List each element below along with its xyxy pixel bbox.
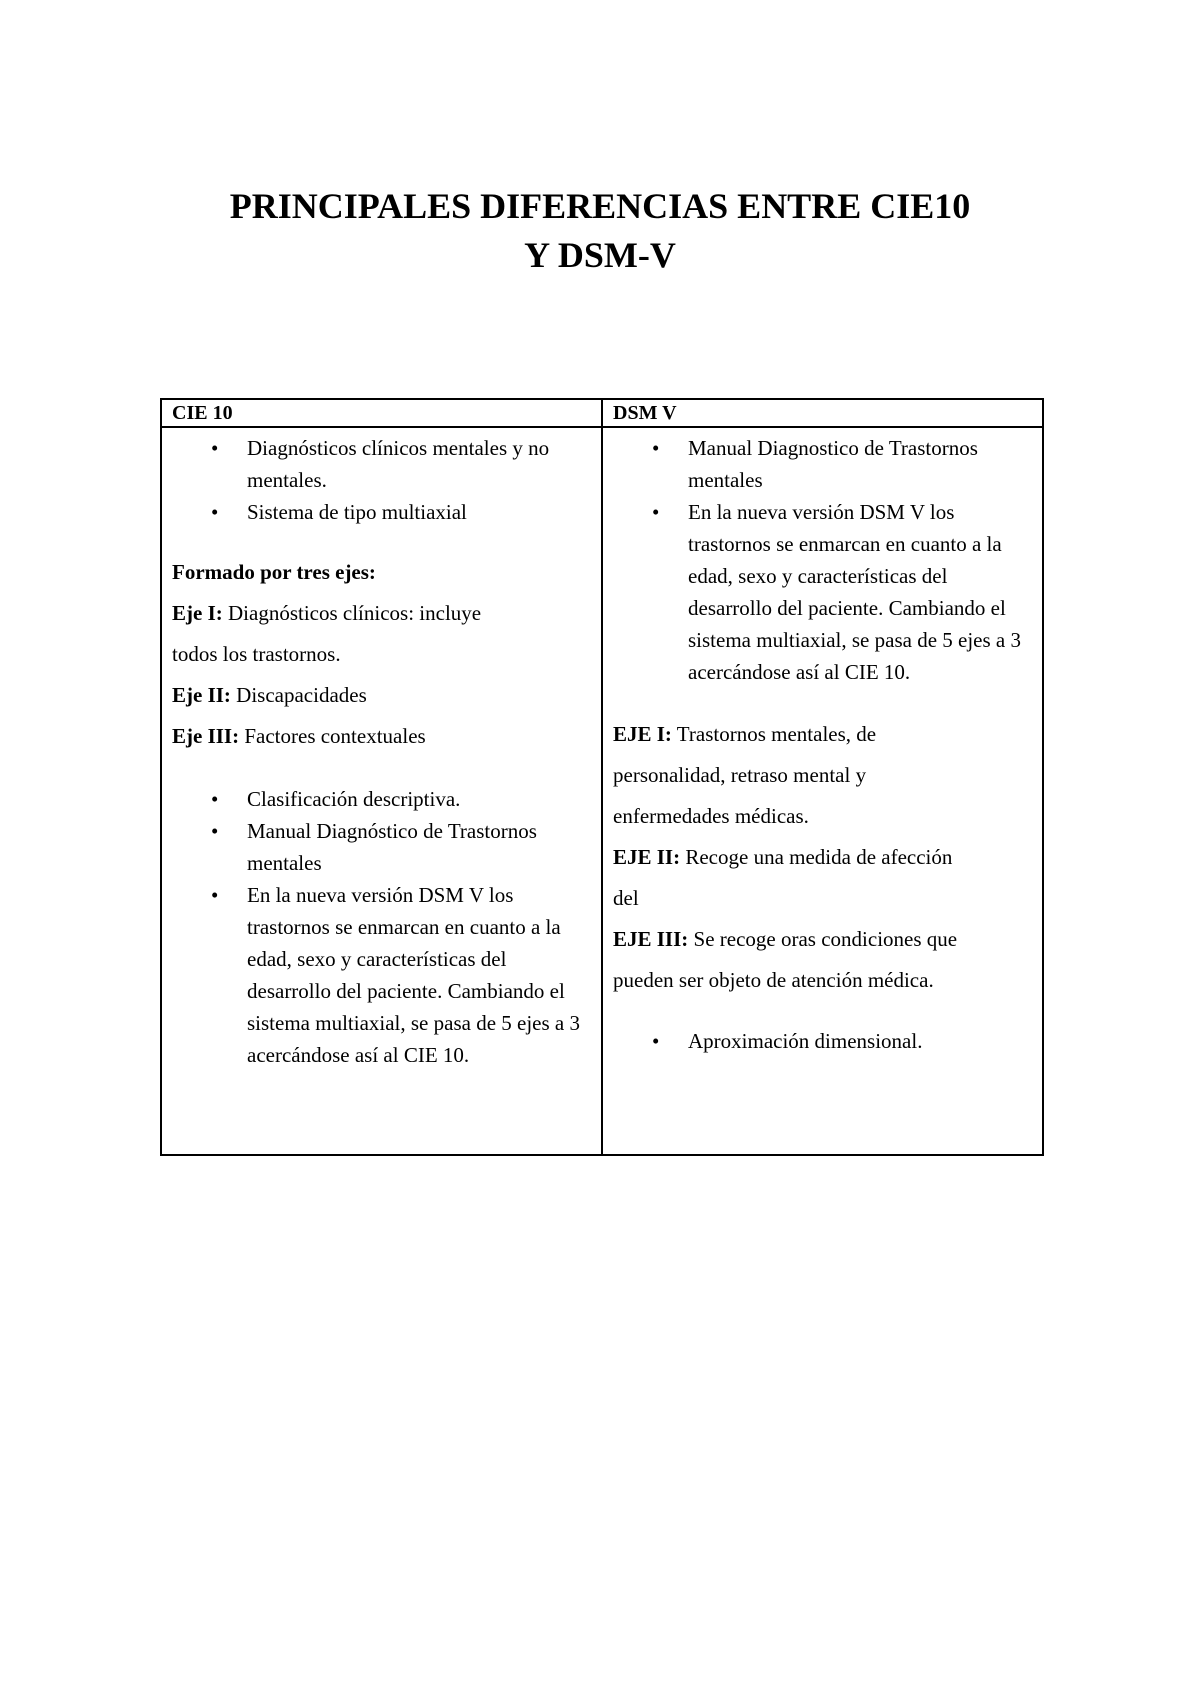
axis-text: pueden ser objeto de atención médica. [613, 968, 934, 992]
list-item: • Clasificación descriptiva. [172, 783, 591, 815]
axes-heading: Formado por tres ejes: [172, 560, 376, 584]
comparison-table [160, 398, 1044, 1156]
axis-label: EJE III: [613, 927, 689, 951]
dsm5-top-list [613, 432, 1032, 688]
axis-text: todos los trastornos. [172, 642, 341, 666]
list-item: • Aproximación dimensional. [613, 1025, 1032, 1057]
axis-line [613, 796, 1032, 837]
cell-dsm5 [602, 427, 1043, 1155]
cie10-top-list [172, 432, 591, 528]
axis-line [172, 593, 591, 634]
axis-text: personalidad, retraso mental y [613, 763, 867, 787]
table-body-row [161, 427, 1043, 1155]
axis-line [613, 878, 1032, 919]
axis-line [613, 714, 1032, 755]
axis-text: Trastornos mentales, de [671, 722, 877, 746]
axis-text: Factores contextuales [239, 724, 426, 748]
axis-label: EJE II: [613, 845, 681, 869]
axis-line [172, 716, 591, 757]
axis-text: Recoge una medida de afección [680, 845, 953, 869]
axis-text: Discapacidades [230, 683, 367, 707]
list-item: • Manual Diagnostico de Trastornos mentales [613, 432, 1032, 496]
list-item: • Diagnósticos clínicos mentales y no mentales. [172, 432, 591, 496]
page-title [160, 182, 1040, 280]
axis-text: Se recoge oras condiciones que [688, 927, 958, 951]
axis-line [613, 755, 1032, 796]
axis-label: Eje III: [172, 724, 240, 748]
header-cie10: CIE 10 [161, 399, 602, 427]
axis-line [613, 837, 1032, 878]
axis-text: del [613, 886, 639, 910]
axis-label: EJE I: [613, 722, 672, 746]
axis-line [172, 634, 591, 675]
list-item: • Sistema de tipo multiaxial [172, 496, 591, 528]
axis-line [613, 919, 1032, 960]
axis-line [613, 960, 1032, 1001]
cie10-bottom-list [172, 783, 591, 1071]
table-header-row [161, 399, 1043, 427]
axis-text: Diagnósticos clínicos: incluye [222, 601, 482, 625]
list-item: • En la nueva versión DSM V los trastornos se enmarcan en cuanto a la edad, sexo y características del desarrollo del paciente. Cambiando el sistema multiaxial, se pasa de 5 ejes a 3 acercándose así al CIE 10. [172, 879, 591, 1071]
list-item: • En la nueva versión DSM V los trastornos se enmarcan en cuanto a la edad, sexo y características del desarrollo del paciente. Cambiando el sistema multiaxial, se pasa de 5 ejes a 3 acercándose así al CIE 10. [613, 496, 1032, 688]
cell-cie10 [161, 427, 602, 1155]
list-item: • Manual Diagnóstico de Trastornos mentales [172, 815, 591, 879]
axis-label: Eje II: [172, 683, 231, 707]
header-dsm5: DSM V [602, 399, 1043, 427]
dsm5-bottom-list [613, 1025, 1032, 1057]
axis-text: enfermedades médicas. [613, 804, 809, 828]
axis-line [172, 675, 591, 716]
axis-label: Eje I: [172, 601, 223, 625]
title-line-2: Y DSM-V [524, 235, 676, 275]
title-line-1: PRINCIPALES DIFERENCIAS ENTRE CIE10 [229, 186, 971, 226]
